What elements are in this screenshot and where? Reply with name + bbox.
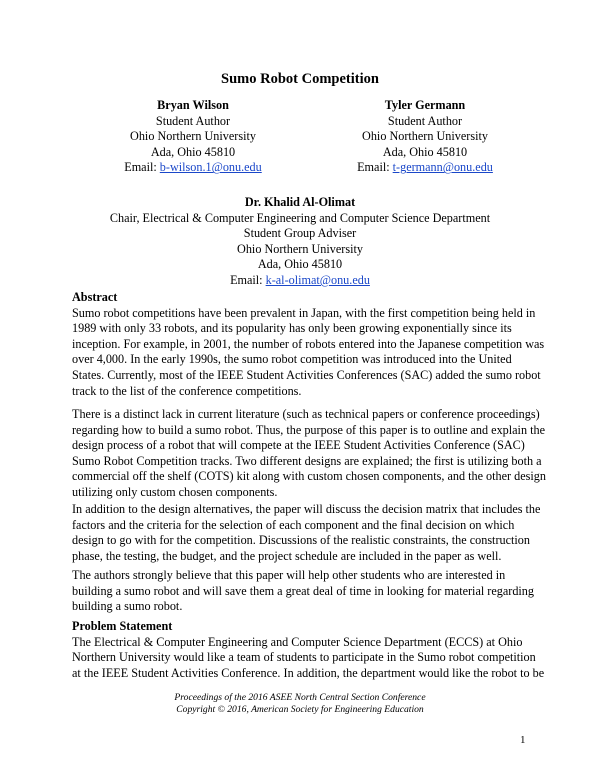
abstract-heading: Abstract [72,290,118,304]
abstract-p2-line: regarding how to build a sumo robot. Thus, the purpose of this paper is to outline and explain the [72,422,545,437]
author-block-1 [78,98,308,176]
advisor-title: Chair, Electrical & Computer Engineering and Computer Science Department [109,210,491,225]
author-university: Ohio Northern University [362,129,488,144]
problem-statement-section [72,619,545,681]
abstract-paragraph-4 [72,568,532,615]
abstract-p1-line: track to the list of the conference competitions. [72,383,302,398]
advisor-city: Ada, Ohio 45810 [257,257,343,272]
author-name: Bryan Wilson [157,98,229,112]
author-email-link[interactable]: b-wilson.1@onu.edu [159,160,262,175]
author-role: Student Author [387,113,463,128]
footer-copyright: Copyright © 2016, American Society for Engineering Education [176,704,424,715]
abstract-p1-line: inception. For example, in 2001, the number of robots entered into the Japanese competition was [72,336,545,351]
email-label: Email: [124,160,160,175]
abstract-p3-line: In addition to the design alternatives, the paper will discuss the decision matrix that includes the [72,502,541,516]
abstract-p1-line: over 4,000. In the early 1990s, the sumo robot competition was introduced into the United [72,352,512,367]
abstract-section [72,290,545,399]
advisor-university: Ohio Northern University [237,241,363,256]
author-email-line [310,160,540,176]
abstract-p3-line: phase, the testing, the budget, and the project schedule are included in the paper as well. [72,548,502,563]
author-name: Tyler Germann [384,98,466,112]
abstract-paragraph-2 [72,407,546,501]
problem-p1-line: The Electrical & Computer Engineering and Computer Science Department (ECCS) at Ohio [72,634,523,649]
problem-p1-line: at the IEEE Student Activities Conference. In addition, the department would like the robot to be [72,665,545,680]
email-label: Email: [357,160,393,175]
paper-title: Sumo Robot Competition [221,71,379,87]
page-number: 1 [520,734,526,746]
abstract-p1-line: Sumo robot competitions have been prevalent in Japan, with the first competition being held in [72,305,536,320]
page-footer [0,692,600,716]
problem-p1-line: Northern University would like a team of students to participate in the Sumo robot competition [72,650,536,665]
author-city: Ada, Ohio 45810 [382,144,468,159]
problem-heading: Problem Statement [72,619,173,633]
abstract-p1-line: States. Currently, most of the IEEE Student Activities Conferences (SAC) added the sumo robot [72,367,541,382]
footer-proceedings: Proceedings of the 2016 ASEE North Central Section Conference [174,692,426,703]
advisor-block [0,195,600,289]
abstract-p2-line: utilizing only custom chosen components. [72,484,278,499]
author-email-link[interactable]: t-germann@onu.edu [392,160,493,175]
author-university: Ohio Northern University [130,129,256,144]
abstract-p2-line: design process of a robot that will compete at the IEEE Student Activities Conference (SAC) [72,438,525,453]
abstract-p2-line: Sumo Robot Competition tracks. Two different designs are explained; the first is utilizing both a [72,453,542,468]
email-label: Email: [230,272,266,287]
abstract-p3-line: factors and the criteria for the selection of each component and the final decision on which [72,517,515,532]
advisor-email-link[interactable]: k-al-olimat@onu.edu [265,272,370,287]
author-email-line [78,160,308,176]
abstract-p3-line: design to go with for the competition. Discussions of the realistic constraints, the construction [72,533,530,548]
abstract-p4-line: building a sumo robot. [72,599,183,614]
abstract-p1-line: 1989 with only 33 robots, and its popularity has only been growing exponentially since its [72,321,512,336]
author-role: Student Author [155,113,231,128]
author-block-2 [310,98,540,176]
abstract-p2-line: commercial off the shelf (COTS) kit along with custom chosen components, and the other design [72,469,546,484]
abstract-p4-line: The authors strongly believe that this paper will help other students who are interested in [72,568,506,582]
advisor-role: Student Group Adviser [243,226,357,241]
advisor-name: Dr. Khalid Al-Olimat [244,195,356,209]
abstract-p4-line: building a sumo robot and will save them a great deal of time in looking for material regarding [72,583,534,598]
advisor-email-line [0,273,600,289]
abstract-p2-line: There is a distinct lack in current literature (such as technical papers or conference proceedings) [72,407,540,421]
author-city: Ada, Ohio 45810 [150,144,236,159]
abstract-paragraph-3 [72,502,541,564]
